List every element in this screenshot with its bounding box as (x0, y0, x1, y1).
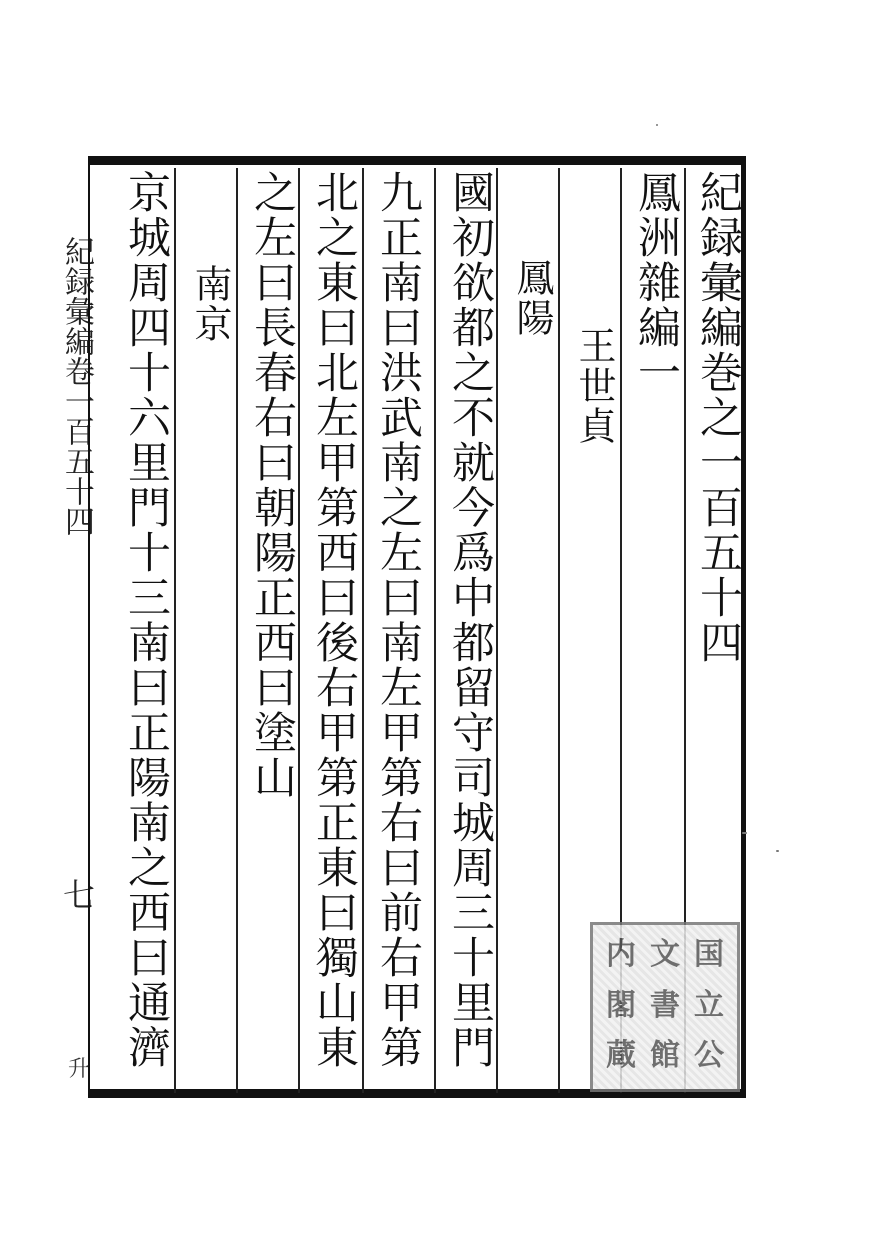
seal-char: 書 (650, 987, 680, 1023)
text-column-heading-fengyang: 鳳陽 (510, 258, 554, 338)
seal-char: 立 (694, 987, 724, 1023)
seal-char: 公 (694, 1038, 724, 1074)
text-column-work-title: 鳳洲雜編一 (631, 170, 681, 395)
volume-mark: 升 (67, 1057, 90, 1082)
seal-char: 蔵 (606, 1038, 636, 1074)
text-column-author: 王世貞 (572, 326, 616, 446)
column-rule (434, 168, 436, 1093)
library-seal (590, 922, 740, 1092)
paper-speck (776, 850, 779, 852)
seal-char: 文 (650, 937, 680, 972)
seal-char: 館 (650, 1038, 680, 1074)
paper-speck (742, 832, 747, 834)
seal-grid (599, 931, 731, 1083)
text-column-body: 之左曰長春右曰朝陽正西曰塗山 (247, 170, 297, 800)
text-column-collection-title: 紀録彙編巻之一百五十四 (693, 170, 743, 665)
leaf-number: 七 (62, 876, 95, 914)
text-column-body: 北之東曰北左甲第西曰後右甲第正東曰獨山東 (309, 170, 359, 1070)
text-column-body: 國初欲都之不就今爲中都留守司城周三十里門 (445, 170, 495, 1070)
seal-char: 閣 (606, 987, 636, 1023)
paper-speck (656, 124, 658, 126)
seal-char: 国 (694, 937, 724, 972)
text-column-body: 九正南曰洪武南之左曰南左甲第右曰前右甲第 (373, 170, 423, 1070)
fore-edge-title: 紀録彙編卷一百五十四 (59, 236, 94, 536)
text-column-body: 京城周四十六里門十三南曰正陽南之西曰通濟 (121, 170, 171, 1070)
text-column-heading-nanjing: 南京 (188, 264, 232, 344)
seal-char: 内 (606, 937, 636, 972)
